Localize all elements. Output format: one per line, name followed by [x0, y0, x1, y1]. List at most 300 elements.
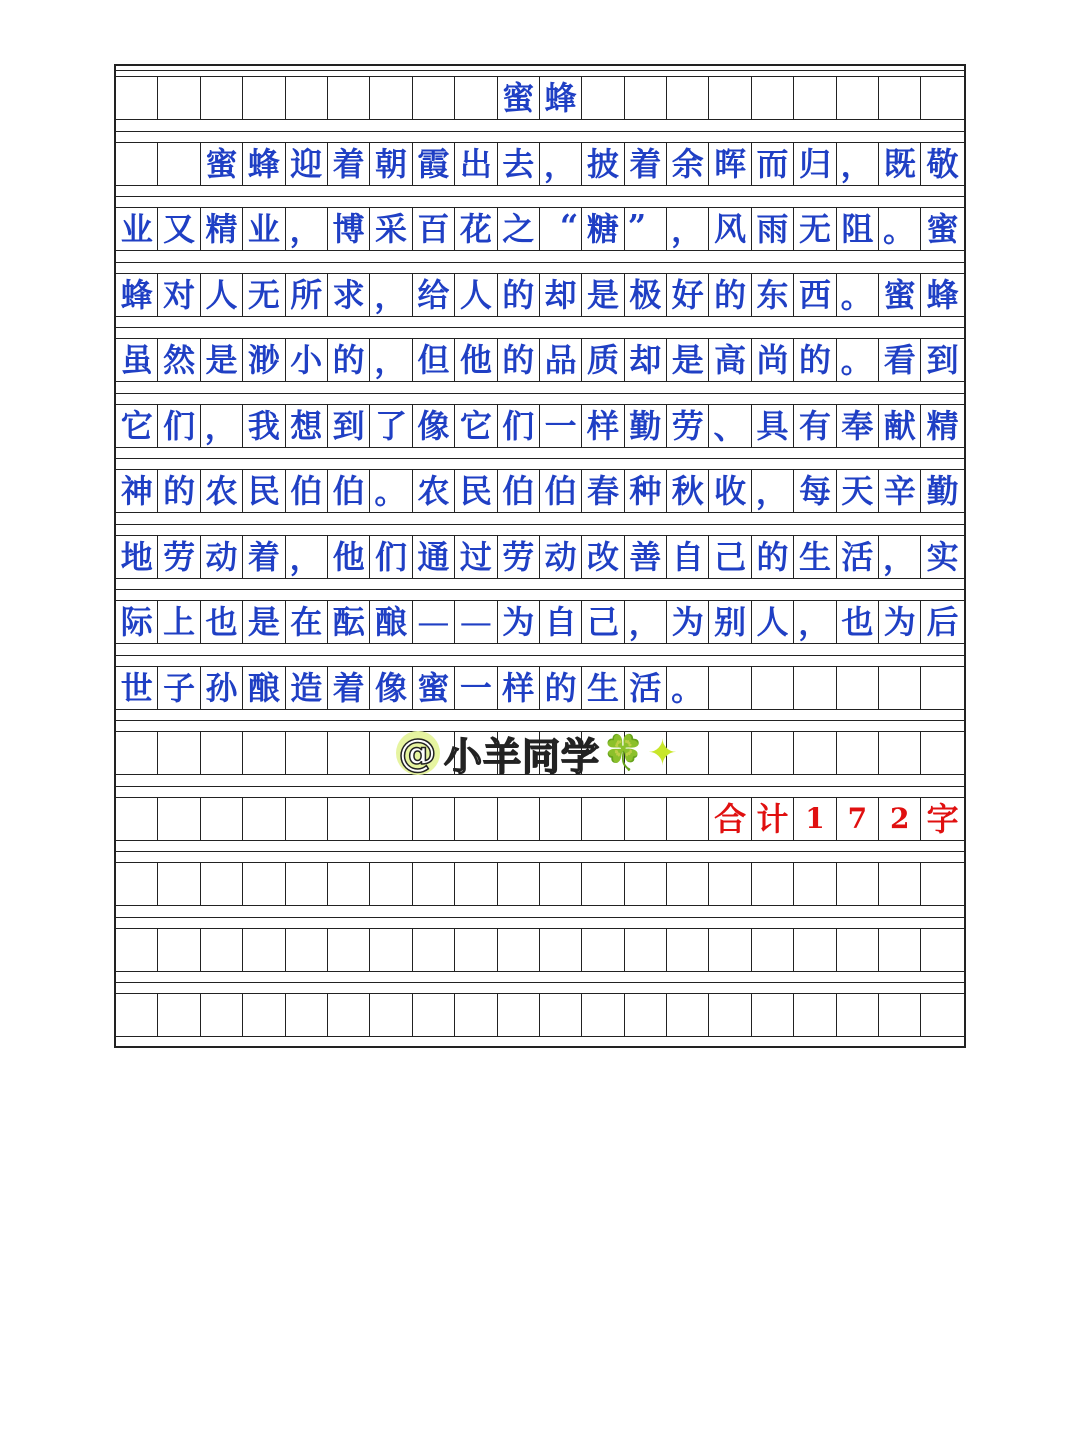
empty-cell — [837, 994, 879, 1036]
text-char: 。 — [837, 339, 879, 381]
text-char: ， — [879, 536, 921, 578]
text-char: 酿 — [370, 601, 412, 643]
text-char: 朝 — [370, 143, 412, 185]
empty-cell — [413, 929, 455, 971]
text-char: 生 — [582, 667, 624, 709]
empty-cell — [455, 798, 497, 840]
text-char: 而 — [752, 143, 794, 185]
empty-cell — [667, 77, 709, 119]
text-char: — — [413, 601, 455, 643]
text-char: 样 — [582, 405, 624, 447]
text-char: 也 — [837, 601, 879, 643]
text-char: 之 — [498, 208, 540, 250]
empty-cell — [582, 929, 624, 971]
empty-cell — [370, 994, 412, 1036]
empty-cell — [328, 863, 370, 905]
empty-cell — [201, 798, 243, 840]
text-char: 是 — [201, 339, 243, 381]
empty-cell — [540, 929, 582, 971]
empty-cell — [709, 77, 751, 119]
text-char: ， — [752, 470, 794, 512]
text-char: 们 — [370, 536, 412, 578]
empty-cell — [837, 77, 879, 119]
text-char: 有 — [794, 405, 836, 447]
empty-cell — [794, 863, 836, 905]
text-char: 。 — [837, 274, 879, 316]
word-count-char: 1 — [794, 798, 836, 840]
text-char: 小 — [286, 339, 328, 381]
text-char: 我 — [243, 405, 285, 447]
text-char: 造 — [286, 667, 328, 709]
grid-row — [116, 207, 964, 251]
empty-cell — [921, 929, 963, 971]
empty-cell — [286, 77, 328, 119]
text-char: 是 — [582, 274, 624, 316]
text-char: 勤 — [625, 405, 667, 447]
text-char: 伯 — [498, 470, 540, 512]
text-char: 风 — [709, 208, 751, 250]
empty-cell — [116, 77, 158, 119]
text-char: 高 — [709, 339, 751, 381]
text-char: 伯 — [328, 470, 370, 512]
empty-cell — [370, 929, 412, 971]
empty-cell — [752, 929, 794, 971]
text-char: 一 — [455, 667, 497, 709]
empty-cell — [667, 863, 709, 905]
empty-cell — [243, 863, 285, 905]
text-char: 所 — [286, 274, 328, 316]
text-char: 既 — [879, 143, 921, 185]
text-char: 春 — [582, 470, 624, 512]
empty-cell — [498, 863, 540, 905]
empty-cell — [709, 667, 751, 709]
empty-cell — [709, 863, 751, 905]
text-char: 后 — [926, 603, 959, 641]
empty-cell — [455, 863, 497, 905]
text-char: 神 — [116, 470, 158, 512]
text-char: 花 — [455, 208, 497, 250]
empty-cell — [370, 863, 412, 905]
grid-row — [116, 469, 964, 513]
grid-separator — [116, 589, 964, 590]
text-char: 的 — [158, 470, 200, 512]
empty-cell — [243, 929, 285, 971]
text-char: 蜜 — [201, 143, 243, 185]
text-char: 通 — [413, 536, 455, 578]
text-char: 献 — [879, 405, 921, 447]
text-char: ， — [794, 601, 836, 643]
text-char: 实 — [926, 537, 959, 576]
empty-cell — [837, 929, 879, 971]
empty-cell — [243, 77, 285, 119]
empty-cell — [752, 77, 794, 119]
empty-cell — [158, 929, 200, 971]
title-char: 蜜 — [498, 77, 540, 119]
word-count-char: 7 — [837, 798, 879, 840]
text-char: 对 — [158, 274, 200, 316]
text-char: 的 — [328, 339, 370, 381]
text-char: 阻 — [837, 208, 879, 250]
four-leaf-clover-icon: 🍀 — [602, 733, 646, 773]
text-char: 蜜 — [926, 210, 959, 248]
grid-separator — [116, 917, 964, 918]
empty-cell — [158, 143, 200, 185]
text-char: 劳 — [498, 536, 540, 578]
text-char: 博 — [328, 208, 370, 250]
text-char: 无 — [794, 208, 836, 250]
title-char: 蜂 — [540, 77, 582, 119]
text-char: 的 — [540, 667, 582, 709]
empty-cell — [879, 994, 921, 1036]
text-char: ， — [625, 601, 667, 643]
empty-cell — [625, 798, 667, 840]
text-char: 为 — [498, 601, 540, 643]
empty-cell — [243, 798, 285, 840]
empty-cell — [158, 798, 200, 840]
text-char: 着 — [328, 143, 370, 185]
text-char: 民 — [243, 470, 285, 512]
empty-cell — [540, 863, 582, 905]
empty-cell — [752, 863, 794, 905]
text-char: 余 — [667, 143, 709, 185]
empty-cell — [328, 732, 370, 774]
empty-cell — [794, 732, 836, 774]
empty-cell — [794, 667, 836, 709]
text-char: 动 — [201, 536, 243, 578]
at-symbol: @ — [396, 731, 440, 775]
grid-row — [116, 797, 964, 841]
empty-cell — [879, 77, 921, 119]
text-char: 西 — [794, 274, 836, 316]
empty-cell — [201, 994, 243, 1036]
text-char: 蜂 — [243, 143, 285, 185]
empty-cell — [794, 77, 836, 119]
text-char: 蜜 — [413, 667, 455, 709]
text-char: 尚 — [752, 339, 794, 381]
text-char: 却 — [625, 339, 667, 381]
text-char: 业 — [243, 208, 285, 250]
text-char: 别 — [709, 601, 751, 643]
grid-separator — [116, 70, 964, 71]
text-char: ， — [667, 208, 709, 250]
text-char: 想 — [286, 405, 328, 447]
text-char: 他 — [328, 536, 370, 578]
text-char: 一 — [540, 405, 582, 447]
text-char: — — [455, 601, 497, 643]
empty-cell — [328, 77, 370, 119]
text-char: ， — [540, 143, 582, 185]
text-char: 活 — [625, 667, 667, 709]
text-char: 生 — [794, 536, 836, 578]
text-char: 它 — [116, 405, 158, 447]
text-char: 出 — [455, 143, 497, 185]
text-char: 精 — [201, 208, 243, 250]
empty-cell — [158, 863, 200, 905]
empty-cell — [837, 732, 879, 774]
text-char: 好 — [667, 274, 709, 316]
text-char: 蜂 — [116, 274, 158, 316]
text-char: 迎 — [286, 143, 328, 185]
empty-cell — [498, 798, 540, 840]
empty-cell — [116, 929, 158, 971]
text-char: 具 — [752, 405, 794, 447]
grid-row — [116, 273, 964, 317]
empty-cell — [116, 143, 158, 185]
text-char: 勤 — [926, 472, 959, 510]
text-char: 农 — [413, 470, 455, 512]
empty-cell — [328, 994, 370, 1036]
text-char: 霞 — [413, 143, 455, 185]
text-char: 孙 — [201, 667, 243, 709]
text-char: 收 — [709, 470, 751, 512]
grid-row — [116, 600, 964, 644]
text-char: 动 — [540, 536, 582, 578]
empty-cell — [413, 77, 455, 119]
grid-separator — [116, 655, 964, 656]
grid-separator — [116, 982, 964, 983]
text-char: 活 — [837, 536, 879, 578]
text-char: 。 — [667, 667, 709, 709]
empty-cell — [837, 667, 879, 709]
text-char: ， — [370, 274, 412, 316]
empty-cell — [158, 77, 200, 119]
empty-cell — [879, 929, 921, 971]
text-char: 天 — [837, 470, 879, 512]
word-count-char: 字 — [926, 799, 959, 838]
text-char: 秋 — [667, 470, 709, 512]
text-char: 酝 — [328, 601, 370, 643]
empty-cell — [625, 863, 667, 905]
empty-cell — [158, 732, 200, 774]
empty-cell — [667, 994, 709, 1036]
empty-cell — [709, 929, 751, 971]
text-char: 无 — [243, 274, 285, 316]
empty-cell — [201, 732, 243, 774]
text-char: 伯 — [540, 470, 582, 512]
text-char: 极 — [625, 274, 667, 316]
text-char: 自 — [540, 601, 582, 643]
text-char: ， — [370, 339, 412, 381]
empty-cell — [540, 798, 582, 840]
text-char: 的 — [498, 274, 540, 316]
composition-paper — [114, 64, 966, 1048]
empty-cell — [879, 863, 921, 905]
text-char: 世 — [116, 667, 158, 709]
text-char: 到 — [926, 341, 959, 379]
empty-cell — [286, 929, 328, 971]
text-char: 为 — [879, 601, 921, 643]
text-char: 着 — [328, 667, 370, 709]
author-handle: 小羊同学 — [444, 734, 601, 779]
empty-cell — [243, 732, 285, 774]
text-char: 它 — [455, 405, 497, 447]
text-char: 品 — [540, 339, 582, 381]
empty-cell — [625, 929, 667, 971]
text-char: 上 — [158, 601, 200, 643]
grid-separator — [116, 851, 964, 852]
grid-separator — [116, 327, 964, 328]
empty-cell — [413, 798, 455, 840]
empty-cell — [286, 732, 328, 774]
empty-cell — [286, 798, 328, 840]
text-char: ” — [625, 208, 667, 250]
empty-cell — [921, 994, 963, 1036]
empty-cell — [201, 863, 243, 905]
text-char: 晖 — [709, 143, 751, 185]
text-char: ， — [286, 536, 328, 578]
text-char: 归 — [794, 143, 836, 185]
text-char: 善 — [625, 536, 667, 578]
empty-cell — [921, 863, 963, 905]
text-char: 虽 — [116, 339, 158, 381]
empty-cell — [116, 863, 158, 905]
empty-cell — [667, 929, 709, 971]
text-char: 酿 — [243, 667, 285, 709]
text-char: 东 — [752, 274, 794, 316]
empty-cell — [455, 929, 497, 971]
grid-separator — [116, 131, 964, 132]
text-char: 蜜 — [879, 274, 921, 316]
empty-cell — [879, 667, 921, 709]
empty-cell — [498, 929, 540, 971]
text-char: 然 — [158, 339, 200, 381]
text-char: 但 — [413, 339, 455, 381]
text-char: 地 — [116, 536, 158, 578]
text-char: 。 — [370, 470, 412, 512]
text-char: 了 — [370, 405, 412, 447]
empty-cell — [158, 994, 200, 1036]
text-char: 奉 — [837, 405, 879, 447]
text-char: 业 — [116, 208, 158, 250]
text-char: 求 — [328, 274, 370, 316]
empty-cell — [752, 732, 794, 774]
empty-cell — [582, 77, 624, 119]
empty-cell — [667, 798, 709, 840]
text-char: 己 — [709, 536, 751, 578]
text-char: 农 — [201, 470, 243, 512]
text-char: 际 — [116, 601, 158, 643]
grid-row — [116, 862, 964, 906]
text-char: ， — [286, 208, 328, 250]
empty-cell — [413, 994, 455, 1036]
text-char: 精 — [926, 406, 959, 445]
text-char: 看 — [879, 339, 921, 381]
empty-cell — [709, 994, 751, 1036]
empty-cell — [837, 863, 879, 905]
text-char: 己 — [582, 601, 624, 643]
author-watermark — [396, 730, 679, 779]
empty-cell — [794, 929, 836, 971]
empty-cell — [498, 994, 540, 1036]
text-char: 着 — [243, 536, 285, 578]
text-char: 种 — [625, 470, 667, 512]
empty-cell — [201, 929, 243, 971]
text-char: 、 — [709, 405, 751, 447]
text-char: 着 — [625, 143, 667, 185]
text-char: 们 — [158, 405, 200, 447]
grid-row — [116, 928, 964, 972]
grid-row — [116, 142, 964, 186]
empty-cell — [116, 732, 158, 774]
grid-row — [116, 338, 964, 382]
empty-cell — [879, 732, 921, 774]
empty-cell — [921, 667, 963, 709]
text-char: 糖 — [582, 208, 624, 250]
grid-separator — [116, 524, 964, 525]
empty-cell — [752, 994, 794, 1036]
empty-cell — [243, 994, 285, 1036]
title-row — [116, 76, 964, 120]
empty-cell — [455, 994, 497, 1036]
empty-cell — [582, 994, 624, 1036]
text-char: 劳 — [158, 536, 200, 578]
empty-cell — [921, 77, 963, 119]
empty-cell — [540, 994, 582, 1036]
empty-cell — [116, 798, 158, 840]
empty-cell — [286, 994, 328, 1036]
grid-row — [116, 535, 964, 579]
text-char: 采 — [370, 208, 412, 250]
empty-cell — [328, 929, 370, 971]
empty-cell — [328, 798, 370, 840]
text-char: 民 — [455, 470, 497, 512]
text-char: 人 — [455, 274, 497, 316]
text-char: ， — [837, 143, 879, 185]
text-char: 在 — [286, 601, 328, 643]
word-count-char: 2 — [879, 798, 921, 840]
word-count-char: 计 — [752, 798, 794, 840]
empty-cell — [752, 667, 794, 709]
text-char: 样 — [498, 667, 540, 709]
empty-cell — [709, 732, 751, 774]
text-char: 雨 — [752, 208, 794, 250]
sparkle-icon: ✦ — [647, 732, 679, 774]
text-char: 人 — [201, 274, 243, 316]
grid-row — [116, 404, 964, 448]
grid-separator — [116, 458, 964, 459]
text-char: 。 — [879, 208, 921, 250]
grid-row — [116, 993, 964, 1037]
text-char: 敬 — [926, 144, 959, 183]
text-char: 每 — [794, 470, 836, 512]
text-char: 像 — [413, 405, 455, 447]
grid-separator — [116, 196, 964, 197]
text-char: 的 — [498, 339, 540, 381]
text-char: “ — [540, 208, 582, 250]
text-char: 为 — [667, 601, 709, 643]
empty-cell — [625, 994, 667, 1036]
empty-cell — [455, 77, 497, 119]
text-char: 是 — [667, 339, 709, 381]
text-char: 蜂 — [926, 275, 959, 314]
text-char: 子 — [158, 667, 200, 709]
empty-cell — [370, 798, 412, 840]
word-count-char: 合 — [709, 798, 751, 840]
text-char: 披 — [582, 143, 624, 185]
grid-separator — [116, 393, 964, 394]
empty-cell — [201, 77, 243, 119]
text-char: 质 — [582, 339, 624, 381]
empty-cell — [625, 77, 667, 119]
empty-cell — [116, 994, 158, 1036]
grid-separator — [116, 720, 964, 721]
empty-cell — [582, 863, 624, 905]
text-char: 的 — [752, 536, 794, 578]
text-char: 百 — [413, 208, 455, 250]
text-char: 又 — [158, 208, 200, 250]
text-char: 的 — [794, 339, 836, 381]
text-char: 伯 — [286, 470, 328, 512]
